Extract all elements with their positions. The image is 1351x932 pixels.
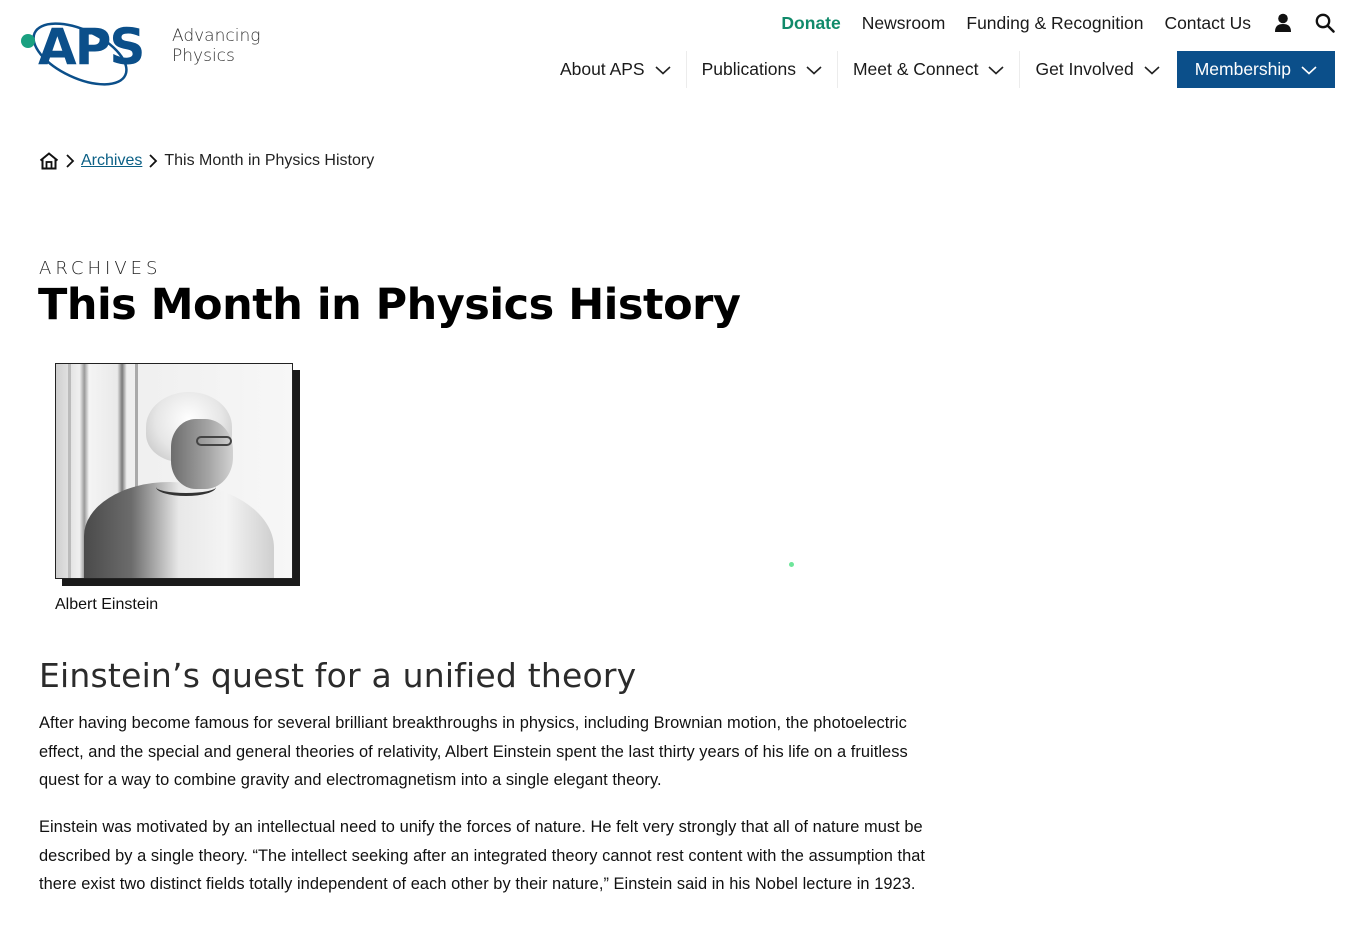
newsroom-link[interactable]: Newsroom	[861, 12, 946, 33]
chevron-down-icon	[806, 65, 822, 75]
article-heading: Einstein’s quest for a unified theory	[39, 656, 637, 695]
nav-about-aps[interactable]	[545, 51, 686, 88]
nav-get-involved-label: Get Involved	[1035, 59, 1134, 79]
nav-membership-button[interactable]	[1177, 51, 1335, 88]
einstein-photo	[55, 363, 293, 579]
chevron-down-icon	[1144, 65, 1160, 75]
aps-logo-mark	[20, 14, 160, 90]
tagline-line-2: Physics	[172, 46, 235, 66]
article-paragraph: After having become famous for several brilliant breakthroughs in physics, including Brownian motion, the photoelectric effect, and the special and general theories of relativity, Albert Einstein spent the last thirty years of his life on a fruitless quest for a way to combine gravity and electromagnetism into a single elegant theory.	[39, 714, 908, 790]
nav-publications-label: Publications	[701, 59, 796, 79]
article-paragraph: Einstein was motivated by an intellectual need to unify the forces of nature. He felt very strongly that all of nature must be described by a single theory. “The intellect seeking after an integrated theory cannot rest content with the assumption that there exist two distinct fields totally independent of each other by their nature,” Einstein said in his Nobel lecture in 1923.	[39, 818, 926, 894]
nav-about-aps-label: About APS	[559, 59, 645, 79]
search-icon[interactable]	[1315, 12, 1335, 34]
utility-nav	[781, 11, 1335, 35]
breadcrumb-current: This Month in Physics History	[164, 152, 375, 169]
loading-indicator	[789, 562, 794, 567]
chevron-down-icon	[655, 65, 671, 75]
nav-membership-label: Membership	[1194, 59, 1291, 79]
svg-text:APS: APS	[38, 18, 144, 76]
page-title: This Month in Physics History	[38, 280, 741, 330]
chevron-down-icon	[1301, 65, 1317, 75]
einstein-figure	[55, 363, 293, 614]
nav-meet-connect-label: Meet & Connect	[852, 59, 979, 79]
chevron-right-icon	[148, 154, 158, 168]
funding-recognition-link[interactable]: Funding & Recognition	[966, 12, 1144, 33]
page-eyebrow: ARCHIVES	[39, 258, 162, 279]
tagline-line-1: Advancing	[172, 26, 261, 46]
donate-link[interactable]: Donate	[781, 12, 841, 33]
aps-logo[interactable]	[20, 14, 270, 90]
chevron-down-icon	[988, 65, 1004, 75]
nav-get-involved[interactable]	[1019, 51, 1174, 88]
breadcrumb-archives-link[interactable]: Archives	[81, 152, 143, 169]
nav-meet-connect[interactable]	[837, 51, 1019, 88]
logo-tagline	[172, 26, 260, 66]
nav-publications[interactable]	[686, 51, 837, 88]
home-icon[interactable]	[39, 152, 59, 170]
breadcrumb	[39, 152, 374, 170]
figure-caption: Albert Einstein	[55, 596, 159, 613]
main-nav	[545, 51, 1335, 88]
user-icon[interactable]	[1273, 12, 1293, 34]
contact-us-link[interactable]: Contact Us	[1164, 12, 1251, 33]
chevron-right-icon	[65, 154, 75, 168]
